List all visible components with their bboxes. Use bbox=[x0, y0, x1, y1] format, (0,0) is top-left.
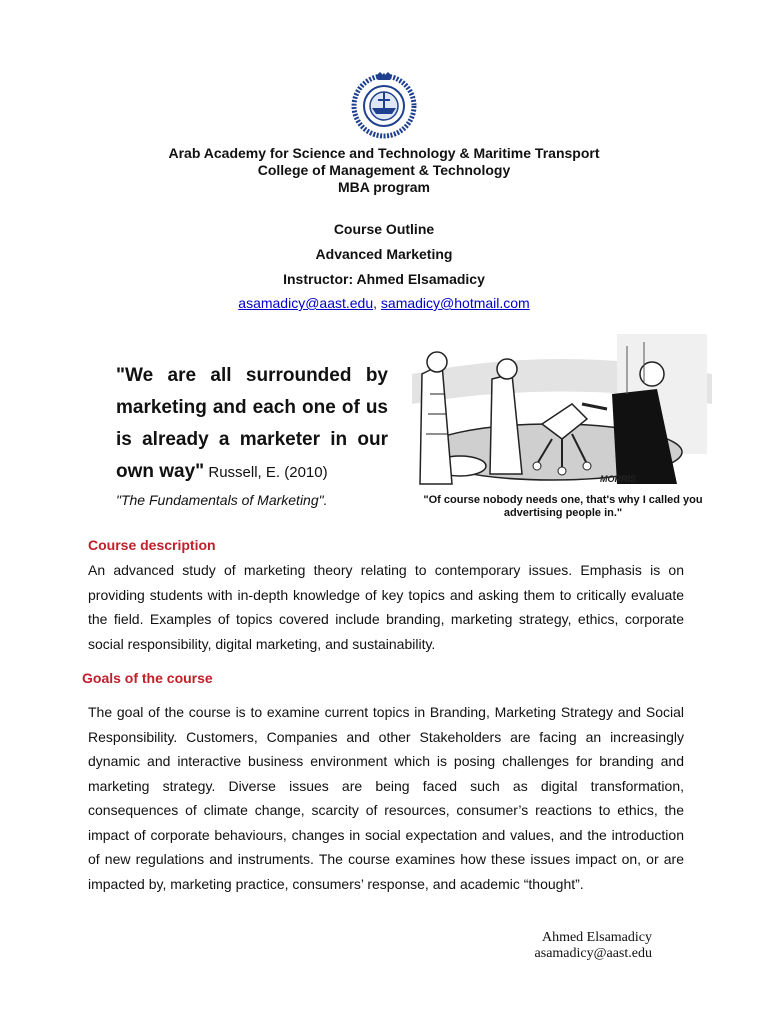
email-link-primary[interactable]: asamadicy@aast.edu bbox=[238, 295, 374, 311]
signature-name: Ahmed Elsamadicy bbox=[541, 930, 652, 945]
contact-emails bbox=[0, 295, 768, 311]
course-goals-text: The goal of the course is to examine current topics in Branding, Marketing Strategy and Social Responsibility. Customers, Companies and other Stakeholders are facing an increasingly dynamic and interactive business environment which is posing challenges for branding and marketing strategy. Diverse issues are being faced such as digital transformation, consequences of climate change, scarcity of resources, consumer’s reactions to ethics, the impact of corporate behaviours, changes in social expectation and values, and the introduction of new regulations and instruments. The course examines how these issues impact on, or are impacted by, marketing practice, consumers’ response, and academic “thought”. bbox=[88, 704, 684, 892]
quote-text: "We are all surrounded by marketing and each one of us is already a marketer in our own way" bbox=[116, 365, 388, 482]
course-goals-heading: Goals of the course bbox=[82, 670, 213, 686]
email-link-secondary[interactable]: samadicy@hotmail.com bbox=[380, 295, 530, 311]
marketing-quote bbox=[116, 360, 388, 489]
course-description-heading: Course description bbox=[88, 537, 216, 553]
academy-logo bbox=[342, 70, 426, 140]
cartoon-drawing-icon bbox=[412, 334, 712, 494]
quote-author: Russell, E. (2010) bbox=[204, 464, 328, 481]
cartoonist-signature: MORRIS bbox=[600, 474, 636, 484]
program-name: MBA program bbox=[337, 179, 431, 195]
cartoon-caption: "Of course nobody needs one, that's why I called you advertising people in." bbox=[423, 494, 703, 519]
academy-seal-icon bbox=[342, 70, 426, 140]
email-separator: , bbox=[373, 295, 381, 311]
college-name: College of Management & Technology bbox=[257, 162, 511, 178]
instructor-line: Instructor: Ahmed Elsamadicy bbox=[283, 271, 485, 287]
institution-name: Arab Academy for Science and Technology & Maritime Transport bbox=[168, 145, 600, 161]
quote-source: "The Fundamentals of Marketing". bbox=[116, 492, 328, 508]
course-title: Advanced Marketing bbox=[315, 246, 453, 262]
course-outline-label: Course Outline bbox=[333, 221, 435, 237]
signature-email: asamadicy@aast.edu bbox=[534, 946, 652, 961]
course-description-text: An advanced study of marketing theory relating to contemporary issues. Emphasis is on providing students with in-depth knowledge of key topics and asking them to critically evaluate the field. Examples of topics covered include branding, marketing strategy, ethics, corporate social responsibility, digital marketing, and sustainability. bbox=[88, 562, 684, 652]
